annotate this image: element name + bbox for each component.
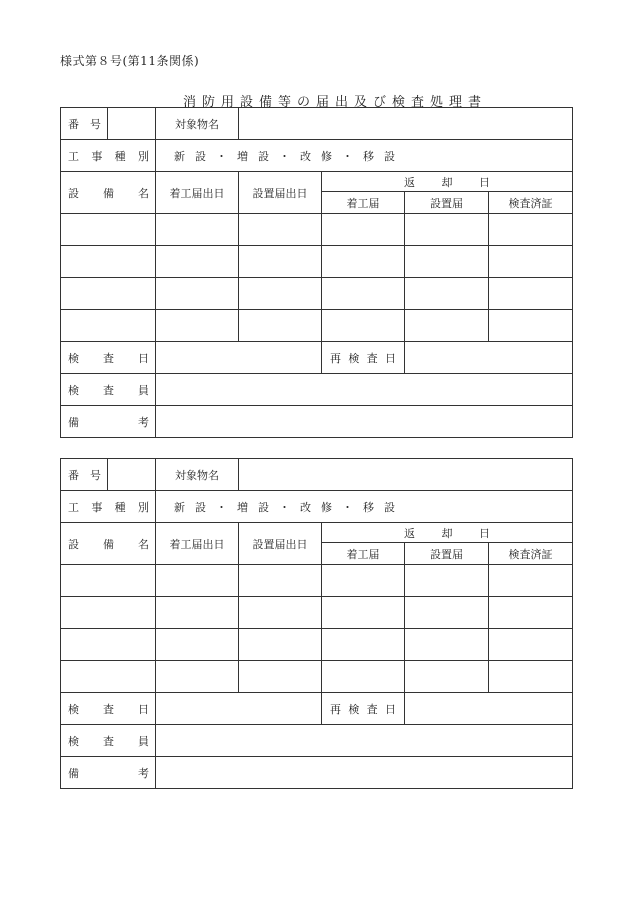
target-name-value[interactable] [239,459,573,491]
install-notice-date-cell[interactable] [239,661,322,693]
start-notice-header: 着工届 [322,192,405,214]
reinspection-date-label: 再 検 査 日 [322,342,405,374]
inspection-certificate-return-cell[interactable] [489,278,573,310]
inspection-certificate-header: 検査済証 [489,192,573,214]
remarks-label: 備 考 [61,757,156,789]
install-notice-date-header: 設置届出日 [239,172,322,214]
equipment-row [61,246,573,278]
work-type-label: 工 事 種 別 [61,140,156,172]
equipment-name-label: 設 備 名 [61,172,156,214]
equipment-name-cell[interactable] [61,565,156,597]
equipment-name-cell[interactable] [61,278,156,310]
install-notice-header: 設置届 [405,192,489,214]
equipment-name-cell[interactable] [61,246,156,278]
start-notice-date-header: 着工届出日 [156,523,239,565]
number-value[interactable] [108,108,156,140]
equipment-row [61,661,573,693]
inspector-label: 検 査 員 [61,725,156,757]
reinspection-date-value[interactable] [405,693,573,725]
install-notice-date-cell[interactable] [239,310,322,342]
equipment-row [61,597,573,629]
install-notice-return-cell[interactable] [405,310,489,342]
reinspection-date-value[interactable] [405,342,573,374]
start-notice-date-cell[interactable] [156,214,239,246]
number-value[interactable] [108,459,156,491]
inspection-certificate-header: 検査済証 [489,543,573,565]
inspection-certificate-return-cell[interactable] [489,661,573,693]
equipment-name-cell[interactable] [61,310,156,342]
start-notice-return-cell[interactable] [322,597,405,629]
inspection-certificate-return-cell[interactable] [489,597,573,629]
equipment-row [61,214,573,246]
inspection-certificate-return-cell[interactable] [489,310,573,342]
install-notice-date-cell[interactable] [239,246,322,278]
start-notice-date-cell[interactable] [156,246,239,278]
inspection-date-value[interactable] [156,342,322,374]
inspection-date-label: 検 査 日 [61,693,156,725]
start-notice-return-cell[interactable] [322,310,405,342]
record-table-1 [60,107,573,438]
install-notice-date-cell[interactable] [239,565,322,597]
start-notice-return-cell[interactable] [322,565,405,597]
inspection-certificate-return-cell[interactable] [489,629,573,661]
equipment-name-cell[interactable] [61,629,156,661]
number-label: 番 号 [61,108,108,140]
return-date-header: 返 却 日 [322,523,573,543]
install-notice-return-cell[interactable] [405,661,489,693]
inspector-label: 検 査 員 [61,374,156,406]
form-number: 様式第８号(第11条関係) [60,54,200,68]
inspection-date-value[interactable] [156,693,322,725]
install-notice-return-cell[interactable] [405,278,489,310]
remarks-label: 備 考 [61,406,156,438]
install-notice-header: 設置届 [405,543,489,565]
equipment-name-cell[interactable] [61,661,156,693]
inspector-value[interactable] [156,374,573,406]
inspection-date-label: 検 査 日 [61,342,156,374]
install-notice-date-header: 設置届出日 [239,523,322,565]
start-notice-return-cell[interactable] [322,629,405,661]
record-table-2 [60,458,573,789]
start-notice-date-cell[interactable] [156,661,239,693]
start-notice-return-cell[interactable] [322,246,405,278]
target-name-label: 対象物名 [156,459,239,491]
equipment-name-cell[interactable] [61,597,156,629]
install-notice-date-cell[interactable] [239,629,322,661]
work-type-options[interactable]: 新設・増設・改修・移設 [156,140,573,172]
start-notice-date-cell[interactable] [156,565,239,597]
work-type-label: 工 事 種 別 [61,491,156,523]
start-notice-date-header: 着工届出日 [156,172,239,214]
equipment-row [61,310,573,342]
equipment-name-cell[interactable] [61,214,156,246]
target-name-label: 対象物名 [156,108,239,140]
start-notice-date-cell[interactable] [156,310,239,342]
equipment-row [61,278,573,310]
install-notice-return-cell[interactable] [405,246,489,278]
equipment-name-label: 設 備 名 [61,523,156,565]
install-notice-return-cell[interactable] [405,629,489,661]
reinspection-date-label: 再 検 査 日 [322,693,405,725]
start-notice-date-cell[interactable] [156,629,239,661]
number-label: 番 号 [61,459,108,491]
install-notice-return-cell[interactable] [405,214,489,246]
target-name-value[interactable] [239,108,573,140]
install-notice-date-cell[interactable] [239,278,322,310]
start-notice-date-cell[interactable] [156,278,239,310]
return-date-header: 返 却 日 [322,172,573,192]
start-notice-date-cell[interactable] [156,597,239,629]
install-notice-return-cell[interactable] [405,597,489,629]
equipment-row [61,565,573,597]
form-title: 消防用設備等の届出及び検査処理書 [182,95,487,110]
start-notice-return-cell[interactable] [322,214,405,246]
inspection-certificate-return-cell[interactable] [489,565,573,597]
inspection-certificate-return-cell[interactable] [489,214,573,246]
work-type-options[interactable]: 新設・増設・改修・移設 [156,491,573,523]
inspector-value[interactable] [156,725,573,757]
start-notice-return-cell[interactable] [322,661,405,693]
install-notice-date-cell[interactable] [239,597,322,629]
equipment-row [61,629,573,661]
start-notice-return-cell[interactable] [322,278,405,310]
install-notice-return-cell[interactable] [405,565,489,597]
remarks-value[interactable] [156,757,573,789]
start-notice-header: 着工届 [322,543,405,565]
inspection-certificate-return-cell[interactable] [489,246,573,278]
remarks-value[interactable] [156,406,573,438]
install-notice-date-cell[interactable] [239,214,322,246]
